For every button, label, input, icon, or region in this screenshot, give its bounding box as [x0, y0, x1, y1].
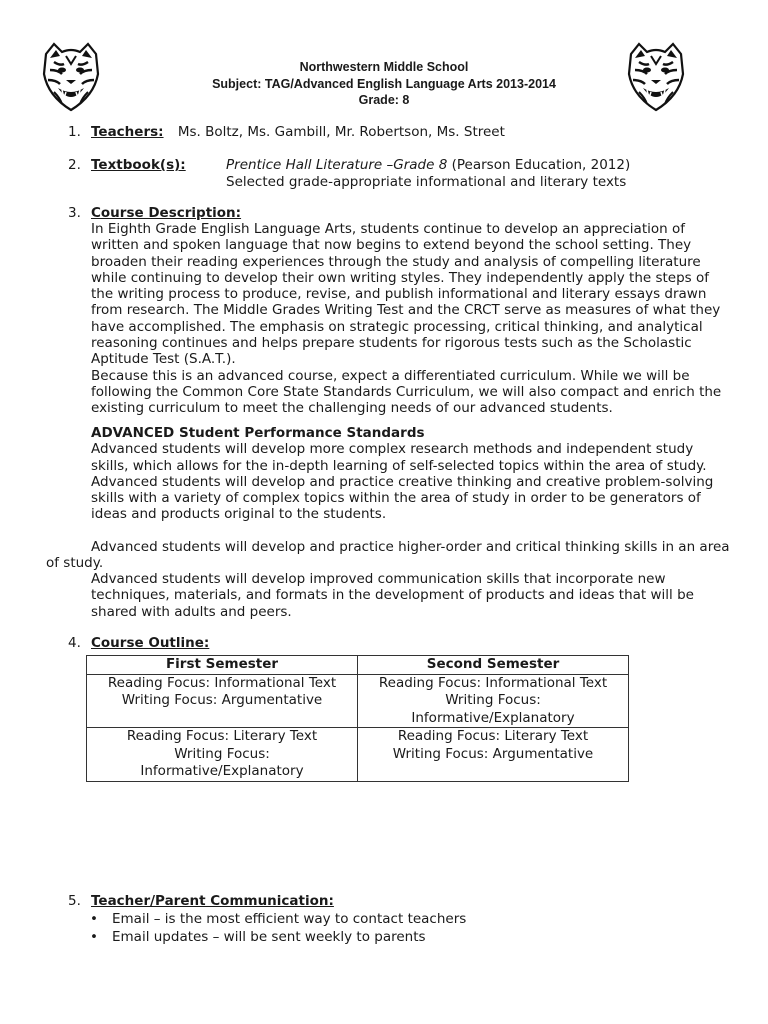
section-number: 2. — [68, 157, 81, 173]
table-row — [87, 674, 629, 728]
textbook-publisher: (Pearson Education, 2012) — [447, 157, 631, 173]
textbook-line2: Selected grade-appropriate informational and literary texts — [226, 173, 627, 190]
course-outline-table — [86, 655, 629, 782]
table-cell — [358, 674, 629, 728]
list-item-text: Email updates – will be sent weekly to parents — [112, 929, 426, 945]
subject-line: Subject: TAG/Advanced English Language Arts 2013-2014 — [212, 76, 556, 91]
writing-focus: Writing Focus: Argumentative — [392, 745, 594, 762]
textbook-title: Prentice Hall Literature –Grade 8 — [226, 157, 448, 173]
standard-item: Advanced students will develop and practice creative thinking and creative problem-solving skills with a variety of complex topics within the area of study in order to be generators of ideas and products original to the students. — [91, 473, 714, 523]
table-row — [87, 728, 629, 782]
document-header — [0, 59, 768, 109]
communication-list — [90, 910, 466, 946]
textbooks-label: Textbook(s): — [91, 157, 186, 173]
table-cell — [358, 728, 629, 782]
bullet-icon: • — [90, 911, 98, 927]
list-item — [90, 928, 466, 946]
section-number: 3. — [68, 205, 81, 221]
grade-line: Grade: 8 — [358, 93, 410, 107]
standards-heading: ADVANCED Student Performance Standards — [91, 425, 425, 441]
column-header: First Semester — [87, 656, 358, 675]
standards-block — [91, 425, 731, 523]
course-description-label: Course Description: — [91, 205, 242, 221]
writing-focus: Writing Focus: Informative/Explanatory — [411, 692, 575, 726]
reading-focus: Reading Focus: Literary Text — [126, 728, 318, 744]
section-number: 1. — [68, 124, 81, 140]
list-item-text: Email – is the most efficient way to contact teachers — [112, 911, 467, 927]
description-paragraph: In Eighth Grade English Language Arts, students continue to develop an appreciation of written and spoken language that now begins to extend beyond the school setting. They broaden their reading experiences through the study and analysis of compelling literature while continuing to develop their own writing styles. They independently apply the steps of the writing process to produce, revise, and publish informational and literary essays drawn from research. The Middle Grades Writing Test and the CRCT serve as measures of what they have accomplished. The emphasis on strategic processing, critical thinking, and analytical reasoning continues and helps prepare students for rigorous tests such as the Scholastic Aptitude Test (S.A.T.). — [91, 221, 721, 368]
section-number: 5. — [68, 893, 81, 909]
table-cell — [87, 728, 358, 782]
standard-item: Advanced students will develop and practice higher-order and critical thinking skills in an area of study. — [46, 539, 730, 572]
reading-focus: Reading Focus: Literary Text — [397, 728, 589, 744]
description-paragraph: Because this is an advanced course, expect a differentiated curriculum. While we will be following the Common Core State Standards Curriculum, we will also compact and enrich the existing curriculum to meet the challenging needs of our advanced students. — [91, 367, 722, 417]
standard-item-wrap — [46, 539, 731, 572]
table-header-row — [87, 656, 629, 675]
course-description-body — [91, 221, 731, 417]
writing-focus: Writing Focus: Argumentative — [121, 692, 323, 708]
course-outline-label: Course Outline: — [91, 635, 210, 651]
standard-item: Advanced students will develop improved communication skills that incorporate new techniques, materials, and formats in the development of products and ideas that will be shared with adults and peers. — [91, 571, 694, 620]
school-name: Northwestern Middle School — [299, 60, 469, 74]
list-item — [90, 910, 466, 928]
reading-focus: Reading Focus: Informational Text — [378, 674, 608, 691]
section-number: 4. — [68, 635, 81, 651]
teachers-value: Ms. Boltz, Ms. Gambill, Mr. Robertson, Ms. Street — [177, 124, 505, 140]
standard-item: Advanced students will develop more complex research methods and independent study skills, which allows for the in-depth learning of self-selected topics within the area of study. — [91, 441, 707, 474]
teachers-label: Teachers: — [91, 124, 164, 140]
reading-focus: Reading Focus: Informational Text — [107, 674, 337, 691]
writing-focus: Writing Focus: Informative/Explanatory — [140, 745, 304, 779]
bullet-icon: • — [90, 929, 98, 945]
column-header: Second Semester — [358, 656, 629, 675]
table-cell — [87, 674, 358, 728]
communication-label: Teacher/Parent Communication: — [91, 893, 334, 909]
standard-item-block — [91, 571, 731, 620]
